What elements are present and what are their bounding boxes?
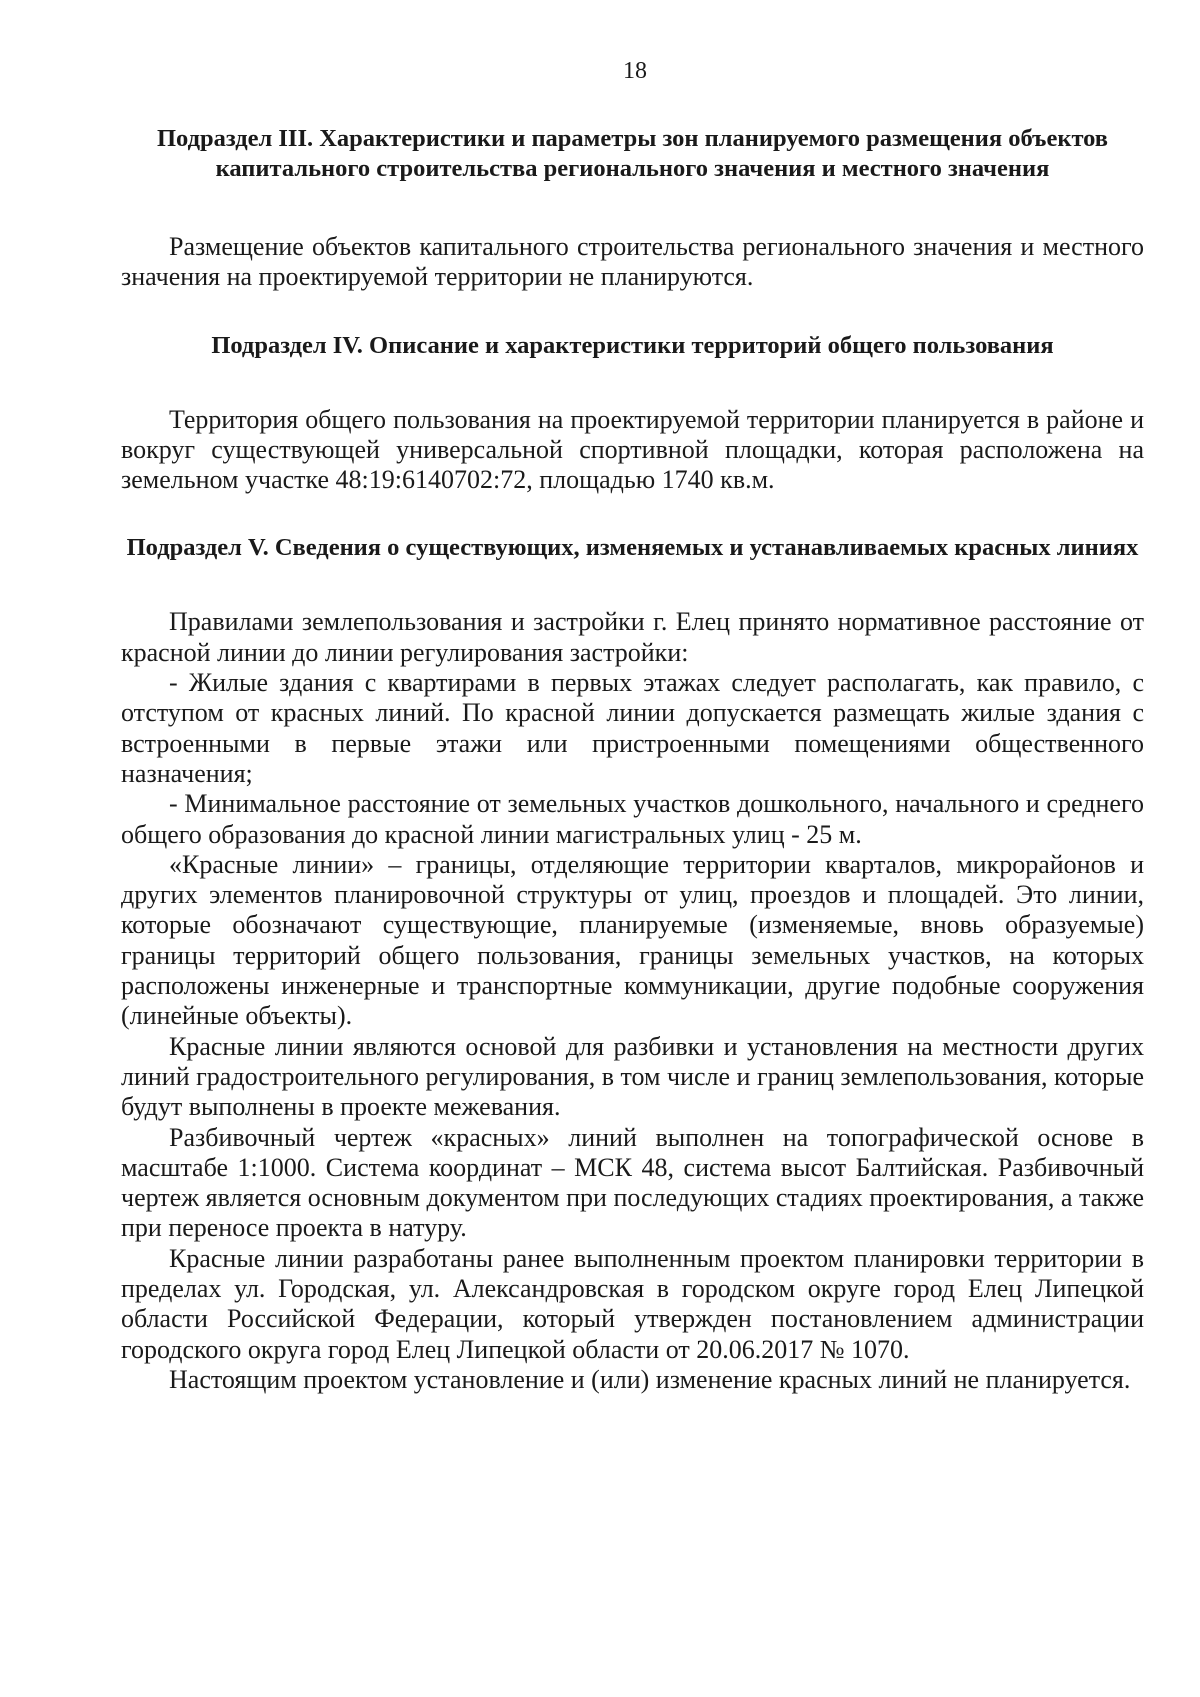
section-subsection-5: [121, 533, 1144, 1395]
section-heading: Подраздел V. Сведения о существующих, изменяемых и устанавливаемых красных линиях: [126, 534, 1139, 562]
section-subsection-4: [121, 331, 1144, 496]
paragraph: Красные линии разработаны ранее выполненным проектом планировки территории в пределах ул. Городская, ул. Александровская в городском округе город Елец Липецкой области Российской Федерации, который утвержден постановлением администрации городского округа город Елец Липецкой области от 20.06.2017 № 1070.: [121, 1243, 1144, 1364]
page-number: 18: [623, 58, 647, 84]
paragraph: Настоящим проектом установление и (или) изменение красных линий не планируется.: [169, 1364, 1131, 1394]
paragraph: Правилами землепользования и застройки г. Елец принято нормативное расстояние от красной линии до линии регулирования застройки:: [121, 607, 1144, 667]
section-heading: Подраздел IV. Описание и характеристики территорий общего пользования: [211, 331, 1054, 359]
paragraph: - Жилые здания с квартирами в первых этажах следует располагать, как правило, с отступом от красных линий. По красной линии допускается размещать жилые здания с встроенными в первые этажи или пристроенными помещениями общественного назначения;: [121, 668, 1144, 788]
paragraph: «Красные линии» – границы, отделяющие территории кварталов, микрорайонов и других элементов планировочной структуры от улиц, проездов и площадей. Это линии, которые обозначают существующие, планируемые (изменяемые, вновь образуемые) границы территорий общего пользования, границы земельных участков, на которых расположены инженерные и транспортные коммуникации, другие подобные сооружения (линейные объекты).: [121, 849, 1144, 1031]
paragraph: Красные линии являются основой для разбивки и установления на местности других линий градостроительного регулирования, в том числе и границ землепользования, которые будут выполнены в проекте межевания.: [121, 1031, 1144, 1122]
paragraph: - Минимальное расстояние от земельных участков дошкольного, начального и среднего общего образования до красной линии магистральных улиц - 25 м.: [121, 789, 1144, 849]
paragraph: Разбивочный чертеж «красных» линий выполнен на топографической основе в масштабе 1:1000. Система координат – МСК 48, система высот Балтийская. Разбивочный чертеж является основным документом при последующих стадиях проектирования, а также при переносе проекта в натуру.: [121, 1122, 1144, 1243]
paragraph: Размещение объектов капитального строительства регионального значения и местного значения на проектируемой территории не планируются.: [121, 232, 1144, 292]
paragraph: Территория общего пользования на проектируемой территории планируется в районе и вокруг существующей универсальной спортивной площадки, которая расположена на земельном участке 48:19:6140702:72, площадью 1740 кв.м.: [121, 404, 1144, 495]
section-subsection-3: [121, 124, 1144, 293]
section-heading: Подраздел III. Характеристики и параметры зон планируемого размещения объектов капитального строительства регионального значения и местного значения: [156, 125, 1109, 182]
document-body: [121, 124, 1144, 1395]
